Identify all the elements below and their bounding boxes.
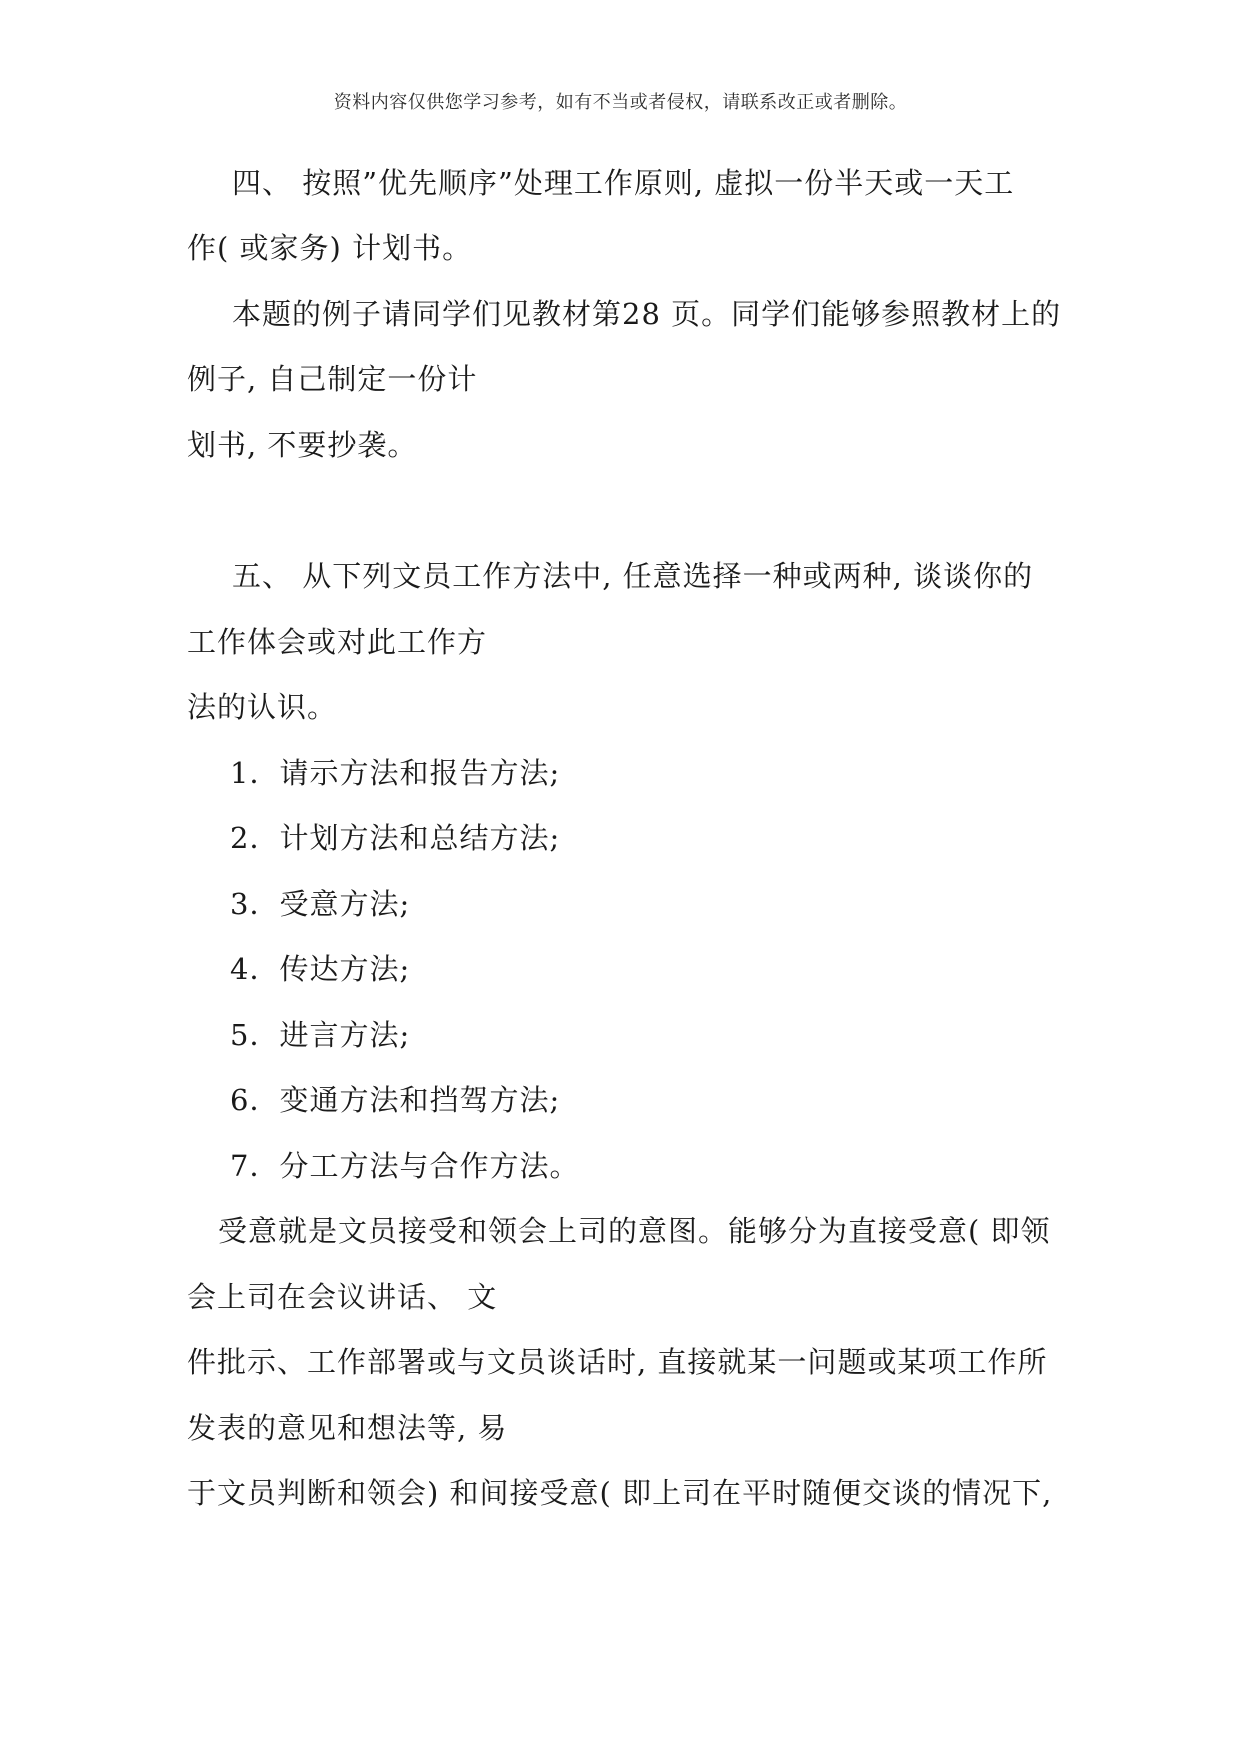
disclaimer-header: 资料内容仅供您学习参考，如有不当或者侵权，请联系改正或者删除。 [333,92,908,113]
section4-text-line3: 划书, 不要抄袭。 [187,428,418,462]
section5-heading-line2: 工作体会或对此工作方 [187,625,488,659]
section5-heading-line1: 五、 从下列文员工作方法中, 任意选择一种或两种, 谈谈你的 [232,559,1034,593]
section4-text-line1: 本题的例子请同学们见教材第28 页。同学们能够参照教材上的 [232,297,1062,331]
list-item: 5．进言方法; [230,1018,411,1052]
section4-heading-line1: 四、 按照”优先顺序”处理工作原则, 虚拟一份半天或一天工 [232,166,1015,200]
section4-text-line2: 例子, 自己制定一份计 [187,362,478,396]
list-item: 2．计划方法和总结方法; [230,821,561,855]
answer-line3: 件批示、工作部署或与文员谈话时, 直接就某一问题或某项工作所 [187,1345,1048,1379]
list-item: 3．受意方法; [230,887,411,921]
list-item: 4．传达方法; [230,952,411,986]
list-item: 6．变通方法和挡驾方法; [230,1083,561,1117]
list-item: 7．分工方法与合作方法。 [230,1149,580,1183]
section5-heading-line3: 法的认识。 [187,690,338,724]
answer-line1: 受意就是文员接受和领会上司的意图。能够分为直接受意( 即领 [218,1214,1051,1248]
answer-line5: 于文员判断和领会) 和间接受意( 即上司在平时随便交谈的情况下, [187,1476,1053,1510]
answer-line2: 会上司在会议讲话、 文 [187,1280,498,1314]
answer-line4: 发表的意见和想法等, 易 [187,1411,508,1445]
list-item: 1．请示方法和报告方法; [230,756,561,790]
section4-heading-line2: 作( 或家务) 计划书。 [187,231,473,265]
